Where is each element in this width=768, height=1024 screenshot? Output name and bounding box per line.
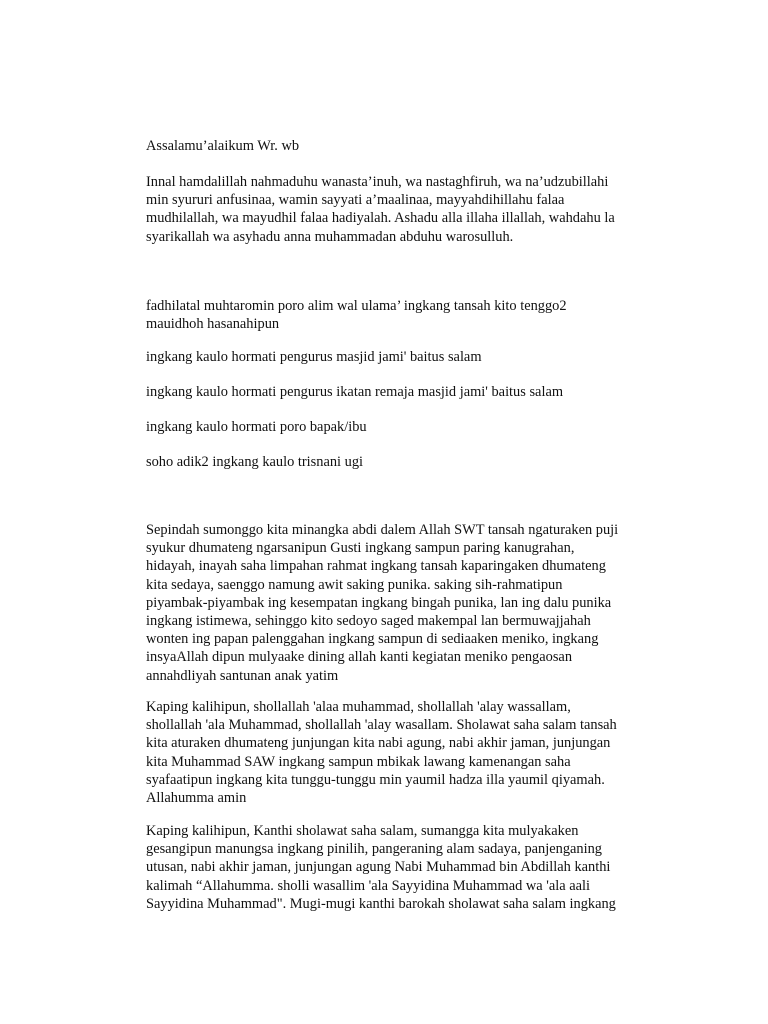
honor-5-line: soho adik2 ingkang kaulo trisnani ugi [146,454,364,470]
body-paragraph-3 [146,822,666,913]
paragraph-2-line-3: kita aturaken dhumateng junjungan kita nabi agung, nabi akhir jaman, junjungan [146,735,611,752]
paragraph-1-line-7: wonten ing papan palenggahan ingkang sampun di sediaaken meniko, ingkang [146,631,599,648]
honor-4-line: ingkang kaulo hormati poro bapak/ibu [146,419,367,435]
body-paragraph-1 [146,521,666,685]
paragraph-1-line-2: syukur dhumateng ngarsanipun Gusti ingkang sampun paring kanugrahan, [146,540,575,557]
honor-1-line-2: mauidhoh hasanahipun [146,316,280,333]
paragraph-3-line-4: kalimah “Allahumma. sholli wasallim 'ala Sayyidina Muhammad wa 'ala aali [146,877,590,894]
honor-paragraph-4 [146,418,666,436]
paragraph-3-line-5: Sayyidina Muhammad". Mugi-mugi kanthi barokah sholawat saha salam ingkang [146,895,616,912]
paragraph-2-line-4: kita Muhammad SAW ingkang sampun mbikak lawang kamenangan saha [146,753,571,770]
honor-paragraph-3 [146,383,666,401]
paragraph-3-line-3: utusan, nabi akhir jaman, junjungan agung Nabi Muhammad bin Abdillah kanthi [146,859,611,876]
opening-line-2: min syururi anfusinaa, wamin sayyati a’maalinaa, mayyahdihillahu falaa [146,192,565,209]
honor-3-line: ingkang kaulo hormati pengurus ikatan remaja masjid jami' baitus salam [146,384,564,400]
opening-paragraph [146,173,666,246]
greeting-line: Assalamu’alaikum Wr. wb [146,138,300,154]
paragraph-1-line-9: annahdliyah santunan anak yatim [146,667,339,684]
opening-line-3: mudhilallah, wa mayudhil falaa hadiyalah. Ashadu alla illaha illallah, wahdahu la [146,210,615,227]
honor-2-line: ingkang kaulo hormati pengurus masjid jami' baitus salam [146,349,482,365]
paragraph-1-line-1: Sepindah sumonggo kita minangka abdi dalem Allah SWT tansah ngaturaken puji [146,522,619,538]
paragraph-2-line-2: shollallah 'ala Muhammad, shollallah 'alay wasallam. Sholawat saha salam tansah [146,717,617,734]
paragraph-3-line-2: gesangipun manungsa ingkang pinilih, pangeraning alam sadaya, panjenganing [146,841,602,858]
body-paragraph-2 [146,698,666,807]
honor-paragraph-5 [146,453,666,471]
paragraph-3-line-1: Kaping kalihipun, Kanthi sholawat saha salam, sumangga kita mulyakaken [146,823,579,839]
paragraph-1-line-5: piyambak-piyambak ing kesempatan ingkang bingah punika, lan ing dalu punika [146,594,612,611]
paragraph-1-line-6: ingkang istimewa, sehinggo kito sedoyo saged makempal lan bermuwajjahah [146,613,591,630]
opening-line-4: syarikallah wa asyhadu anna muhammadan abduhu warosulluh. [146,228,514,245]
opening-line-1: Innal hamdalillah nahmaduhu wanasta’inuh, wa nastaghfiruh, wa na’udzubillahi [146,174,609,190]
paragraph-1-line-4: kita sedaya, saenggo namung awit saking punika. saking sih-rahmatipun [146,576,563,593]
honor-1-line-1: fadhilatal muhtaromin poro alim wal ulama’ ingkang tansah kito tenggo2 [146,298,567,314]
paragraph-2-line-5: syafaatipun ingkang kita tunggu-tunggu min yaumil hadza illa yaumil qiyamah. [146,771,605,788]
paragraph-1-line-8: insyaAllah dipun mulyaake dining allah kanti kegiatan meniko pengaosan [146,649,573,666]
greeting [146,137,666,155]
paragraph-2-line-6: Allahumma amin [146,790,247,807]
honor-paragraph-1 [146,297,666,333]
paragraph-1-line-3: hidayah, inayah saha limpahan rahmat ingkang tansah kaparingaken dhumateng [146,558,606,575]
honor-paragraph-2 [146,348,666,366]
paragraph-2-line-1: Kaping kalihipun, shollallah 'alaa muhammad, shollallah 'alay wassallam, [146,699,571,715]
